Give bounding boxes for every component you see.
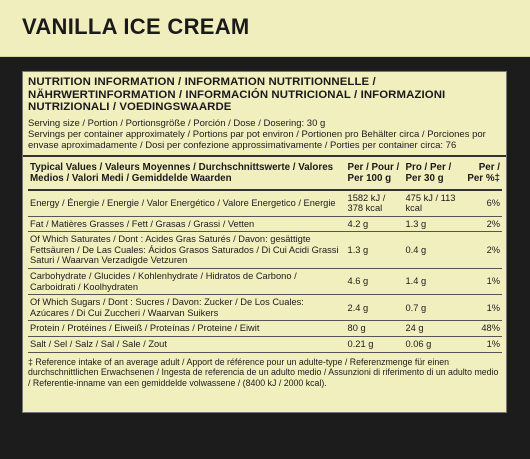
row-label: Of Which Saturates / Dont : Acides Gras Saturés / Davon: gesättigte Fettsäuren / De Las Cuales: Ácidos Grasos Saturados / Di Cui Acidi Grassi Saturi / Waarvan Verzadigde Vetzuren — [28, 232, 346, 269]
header-per-serving: Pro / Per / Per 30 g — [403, 157, 459, 190]
row-per-100g: 80 g — [346, 321, 404, 337]
table-row-energy — [28, 190, 502, 217]
table-header-row — [28, 157, 502, 190]
row-label: Energy / Énergie / Energie / Valor Energético / Valore Energetico / Energie — [28, 190, 346, 217]
row-per-serving: 1.3 g — [403, 216, 459, 232]
serving-size: Serving size / Portion / Portionsgröße / Porción / Dose / Dosering: 30 g — [28, 117, 326, 129]
header-typical-values: Typical Values / Valeurs Moyennes / Durchschnittswerte / Valores Medios / Valori Medi / Gemiddelde Waarden — [28, 157, 346, 190]
row-reference-intake: 2% — [459, 232, 502, 269]
row-label: Of Which Sugars / Dont : Sucres / Davon: Zucker / De Los Cuales: Azúcares / Di Cui Zuccheri / Waarvan Suikers — [28, 295, 346, 321]
header-divider — [0, 57, 530, 62]
row-per-100g: 4.6 g — [346, 269, 404, 295]
table-row-fat — [28, 216, 502, 232]
row-label: Carbohydrate / Glucides / Kohlenhydrate / Hidratos de Carbono / Carboidrati / Koolhydraten — [28, 269, 346, 295]
header-reference-intake: Per / Per %‡ — [459, 157, 502, 190]
nutrition-table — [28, 157, 502, 353]
servings-per-container: Servings per container approximately / Portions par pot environ / Portionen pro Behälter circa / Porciones por envase aproximadamente / Dosi per confezione approssimativamente / Porties per container circa: 76 — [28, 128, 486, 151]
row-per-100g: 0.21 g — [346, 337, 404, 353]
row-reference-intake: 48% — [459, 321, 502, 337]
row-per-serving: 0.7 g — [403, 295, 459, 321]
nutrition-heading: NUTRITION INFORMATION / INFORMATION NUTRITIONNELLE / NÄHRWERTINFORMATION / INFORMACIÓN NUTRICIONAL / INFORMAZIONI NUTRIZIONALI / VOEDINGSWAARDE — [28, 76, 446, 113]
table-row-saturates — [28, 232, 502, 269]
header-per-100g: Per / Pour / Per 100 g — [346, 157, 404, 190]
row-per-serving: 1.4 g — [403, 269, 459, 295]
row-per-serving: 475 kJ / 113 kcal — [403, 190, 459, 217]
row-per-serving: 0.4 g — [403, 232, 459, 269]
row-reference-intake: 1% — [459, 337, 502, 353]
table-row-protein — [28, 321, 502, 337]
row-per-100g: 1.3 g — [346, 232, 404, 269]
product-header — [0, 0, 530, 57]
reference-intake-footnote: ‡ Reference intake of an average adult / Apport de référence pour un adulte-type / Referenzmenge für einen durchschnittlichen Erwachsenen / Ingesta de referencia de un adulto medio / Assunzioni di riferimento di un adulto medio / Referentie-inname van een gemiddelde volwassene / (8400 kJ / 2000 kcal). — [28, 356, 499, 388]
table-row-salt — [28, 337, 502, 353]
table-row-carbohydrate — [28, 269, 502, 295]
row-label: Protein / Protéines / Eiweiß / Proteínas / Proteine / Eiwit — [28, 321, 346, 337]
row-reference-intake: 6% — [459, 190, 502, 217]
row-reference-intake: 1% — [459, 269, 502, 295]
row-per-serving: 0.06 g — [403, 337, 459, 353]
row-per-100g: 4.2 g — [346, 216, 404, 232]
row-per-serving: 24 g — [403, 321, 459, 337]
table-row-sugars — [28, 295, 502, 321]
row-reference-intake: 2% — [459, 216, 502, 232]
product-title: VANILLA ICE CREAM — [22, 14, 250, 39]
row-per-100g: 2.4 g — [346, 295, 404, 321]
row-label: Fat / Matières Grasses / Fett / Grasas / Grassi / Vetten — [28, 216, 346, 232]
row-reference-intake: 1% — [459, 295, 502, 321]
nutrition-panel — [22, 71, 507, 413]
row-per-100g: 1582 kJ / 378 kcal — [346, 190, 404, 217]
row-label: Salt / Sel / Salz / Sal / Sale / Zout — [28, 337, 346, 353]
